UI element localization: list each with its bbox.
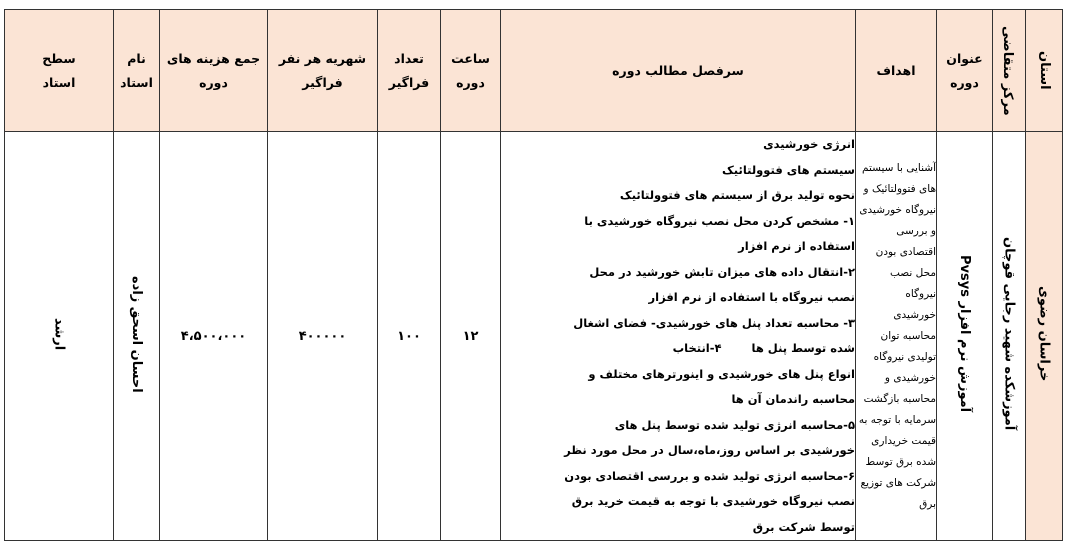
syllabus-line: ۶-محاسبه انرژی تولید شده و بررسی اقتصادی بودن bbox=[564, 468, 855, 483]
syllabus-line: ۲-انتقال داده های میزان تابش خورشید در محل bbox=[589, 264, 855, 279]
header-applicant-center: مرکز متقاضی bbox=[993, 10, 1026, 132]
cell-trainees: ۱۰۰ bbox=[378, 132, 441, 541]
table-row bbox=[5, 132, 1063, 541]
goal-line: خورشیدی bbox=[893, 308, 936, 321]
syllabus-line: نحوه تولید برق از سیستم های فتوولتائیک bbox=[619, 188, 855, 202]
syllabus-line: نصب نیروگاه با استفاده از نرم افزار bbox=[648, 290, 855, 304]
goal-line: آشنایی با سیستم های فتوولتائیک و bbox=[861, 161, 936, 195]
header-instructor-level: سطح استاد bbox=[5, 10, 114, 132]
cell-total-cost: ۴،۵۰۰،۰۰۰ bbox=[160, 132, 268, 541]
header-goals: اهداف bbox=[856, 10, 937, 132]
syllabus-line: خورشیدی بر اساس روز،ماه،سال در محل مورد نظر bbox=[564, 443, 855, 457]
goal-line: اقتصادی بودن محل نصب نیروگاه bbox=[875, 245, 936, 300]
syllabus-line: محاسبه راندمان آن ها bbox=[731, 392, 855, 406]
syllabus-line: ۳- محاسبه تعداد پنل های خورشیدی- فضای اشغال bbox=[573, 315, 855, 330]
syllabus-line: ۵-محاسبه انرژی تولید شده توسط پنل های bbox=[614, 417, 855, 432]
cell-applicant-center: آموزشکده شهید رجایی قوچان bbox=[993, 132, 1026, 541]
cell-course-hours: ۱۲ bbox=[441, 132, 501, 541]
cell-province: خراسان رضوی bbox=[1026, 132, 1063, 541]
syllabus-line: نصب نیروگاه خورشیدی با توجه به قیمت خرید برق bbox=[571, 494, 855, 508]
cell-syllabus bbox=[501, 132, 856, 541]
syllabus-line: توسط شرکت برق bbox=[752, 519, 855, 534]
header-total-cost: جمع هزینه های دوره bbox=[160, 10, 268, 132]
syllabus-line: ۱- مشخص کردن محل نصب نیروگاه خورشیدی با bbox=[584, 213, 855, 228]
header-course-title: عنوان دوره bbox=[937, 10, 993, 132]
goal-line: محاسبه توان تولیدی نیروگاه bbox=[873, 329, 936, 363]
header-row bbox=[5, 10, 1063, 132]
cell-course-title: آموزش نرم افزار Pvsys bbox=[937, 132, 993, 541]
syllabus-line: سیستم های فتوولتائیک bbox=[722, 162, 855, 177]
course-table bbox=[4, 9, 1063, 541]
header-province: استان bbox=[1026, 10, 1063, 132]
cell-instructor-level: ارشد bbox=[5, 132, 114, 541]
header-syllabus: سرفصل مطالب دوره bbox=[501, 10, 856, 132]
goal-line: برق bbox=[919, 497, 936, 510]
header-course-hours: ساعت دوره bbox=[441, 10, 501, 132]
goal-line: سرمایه با توجه به قیمت خریداری bbox=[858, 413, 936, 447]
syllabus-line: استفاده از نرم افزار bbox=[738, 239, 855, 253]
syllabus-line: انرژی خورشیدی bbox=[763, 137, 855, 151]
header-fee: شهریه هر نفر فراگیر bbox=[268, 10, 378, 132]
cell-fee: ۴۰۰۰۰۰ bbox=[268, 132, 378, 541]
goal-line: نیروگاه خورشیدی و بررسی bbox=[859, 203, 936, 237]
syllabus-line: شده توسط پنل ها۴-انتخاب bbox=[672, 341, 855, 355]
cell-goals bbox=[856, 132, 937, 541]
cell-instructor-name: احسان اسحق زاده bbox=[114, 132, 160, 541]
syllabus-line: انواع پنل های خورشیدی و اینورترهای مختلف و bbox=[588, 366, 855, 381]
goal-line: خورشیدی و محاسبه بازگشت bbox=[863, 371, 936, 405]
header-trainees: تعداد فراگیر bbox=[378, 10, 441, 132]
header-instructor-name: نام استاد bbox=[114, 10, 160, 132]
goal-line: شده برق توسط شرکت های توزیع bbox=[860, 455, 936, 489]
